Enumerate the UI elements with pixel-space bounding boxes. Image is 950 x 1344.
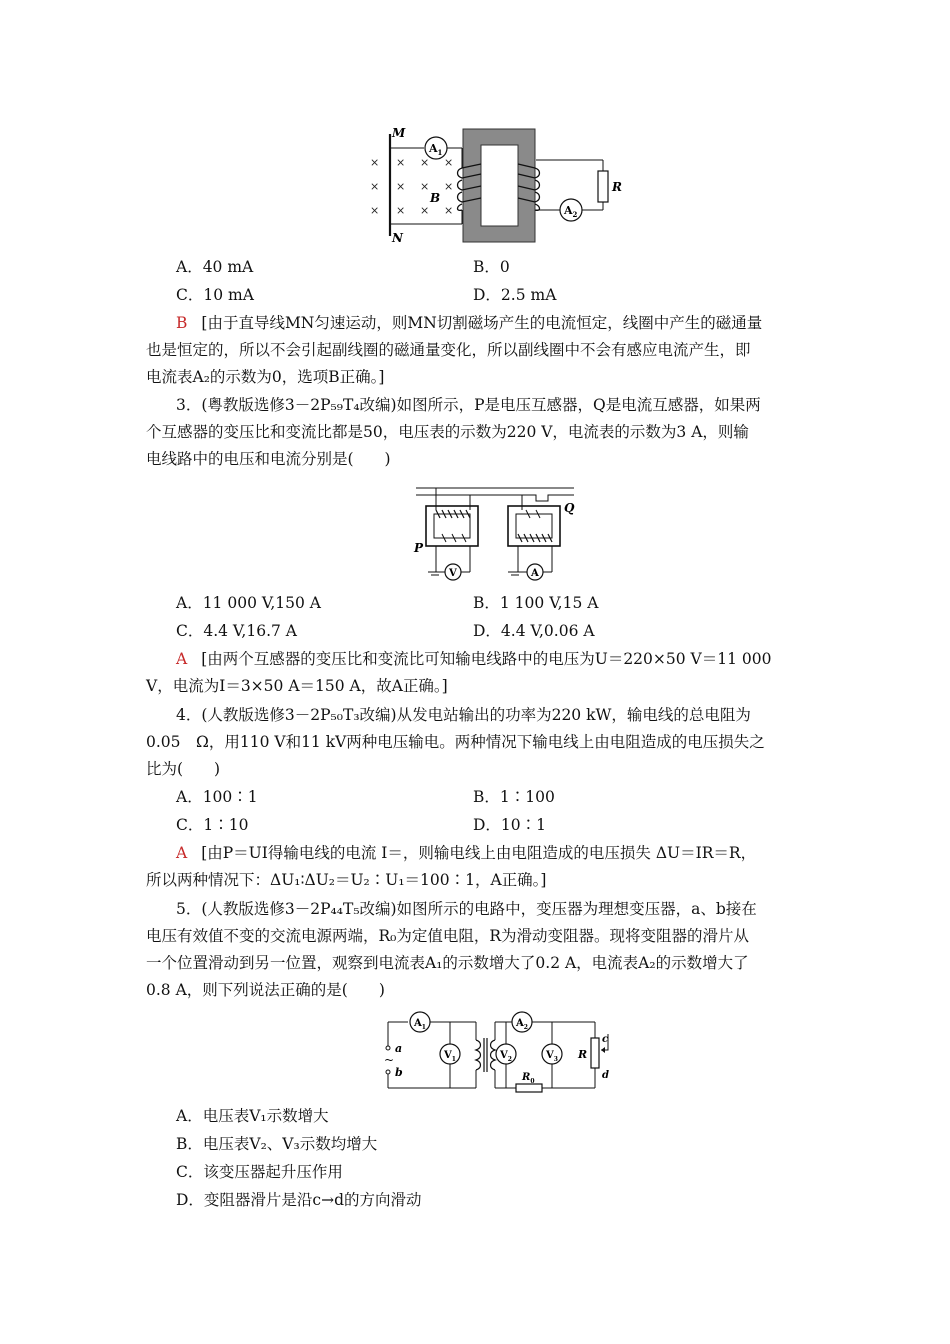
voltmeter-v-label: V [449, 568, 457, 579]
field-cross: × [444, 180, 454, 193]
q5-stem-line-1: 5．(人教版选修3－2P₄₄T₅改编)如图所示的电路中，变压器为理想变压器，a、b接在 [176, 900, 757, 918]
field-cross: × [396, 180, 406, 193]
ammeter-a1-label: $A_1$ [429, 142, 443, 157]
label-b: B [430, 191, 441, 205]
label-d: d [602, 1070, 609, 1081]
label-c: c [602, 1034, 609, 1045]
label-b: b [395, 1066, 403, 1079]
field-cross: × [420, 180, 430, 193]
label-q: Q [564, 501, 575, 515]
q3-stem-line-2: 个互感器的变压比和变流比都是50，电压表的示数为220 V，电流表的示数为3 A，则输 [146, 423, 749, 441]
ammeter-a2-label: $A_2$ [516, 1018, 528, 1031]
q3-option-b: B．1 100 V,15 A [473, 594, 599, 612]
q4-option-d: D．10∶1 [473, 816, 547, 834]
tilde-symbol: ~ [384, 1053, 395, 1067]
field-cross: × [370, 204, 380, 217]
q2-explanation-line-1: B [由于直导线MN匀速运动，则MN切割磁场产生的电流恒定，线圈中产生的磁通量 [176, 314, 763, 332]
q3-stem-line-3: 电线路中的电压和电流分别是( ) [146, 450, 391, 468]
label-p: P [414, 541, 424, 555]
figure-instrument-transformers [408, 484, 578, 584]
figure-transformer-circuit [380, 1012, 620, 1094]
label-r0: $R_0$ [522, 1072, 535, 1085]
q4-stem-line-3: 比为( ) [146, 760, 221, 778]
ammeter-a-label: A [531, 568, 539, 579]
q5-stem-line-4: 0.8 A，则下列说法正确的是( ) [146, 981, 385, 999]
voltmeter-v1-label: $V_1$ [444, 1050, 456, 1063]
label-m: M [392, 126, 406, 140]
q4-stem-line-1: 4．(人教版选修3－2P₅₀T₃改编)从发电站输出的功率为220 kW，输电线的总电阻为 [176, 706, 751, 724]
q3-option-a: A．11 000 V,150 A [176, 594, 321, 612]
q5-option-a: A．电压表V₁示数增大 [176, 1107, 329, 1125]
q5-option-b: B．电压表V₂、V₃示数均增大 [176, 1135, 378, 1153]
q2-answer-letter: B [176, 314, 188, 332]
q2-explanation-line-3: 电流表A₂的示数为0，选项B正确。] [146, 368, 385, 386]
label-r: R [612, 180, 622, 194]
q5-option-d: D．变阻器滑片是沿c→d的方向滑动 [176, 1191, 422, 1209]
q4-answer-letter: A [176, 844, 188, 862]
label-r: R [578, 1048, 588, 1061]
q2-option-d: D．2.5 mA [473, 286, 557, 304]
figure-rail-transformer [360, 124, 620, 248]
transformer-primary-coil [476, 1040, 481, 1070]
q2-option-c: C．10 mA [176, 286, 254, 304]
q3-option-d: D．4.4 V,0.06 A [473, 622, 595, 640]
q4-option-c: C．1∶10 [176, 816, 249, 834]
q2-explanation-line-2: 也是恒定的，所以不会引起副线圈的磁通量变化，所以副线圈中不会有感应电流产生，即 [146, 341, 751, 359]
field-cross: × [444, 156, 454, 169]
ammeter-a2-label: $A_2$ [564, 204, 578, 219]
field-cross: × [420, 156, 430, 169]
q4-stem-line-2: 0.05 Ω，用110 V和11 kV两种电压输电。两种情况下输电线上由电阻造成的电压损失之 [146, 733, 765, 751]
q5-option-c: C．该变压器起升压作用 [176, 1163, 343, 1181]
field-cross: × [396, 156, 406, 169]
q3-stem-line-1: 3．(粤教版选修3－2P₅₉T₄改编)如图所示，P是电压互感器，Q是电流互感器，如果两 [176, 396, 761, 414]
q3-explanation-line-1: A [由两个互感器的变压比和变流比可知输电线路中的电压为U＝220×50 V＝11 000 [176, 650, 772, 668]
q5-stem-line-2: 电压有效值不变的交流电源两端，R₀为定值电阻，R为滑动变阻器。现将变阻器的滑片从 [146, 927, 750, 945]
q3-explanation-line-2: V，电流为I＝3×50 A＝150 A，故A正确。] [146, 677, 448, 695]
field-cross: × [444, 204, 454, 217]
q4-explanation-line-1: A [由P＝UI得输电线的电流 I＝，则输电线上由电阻造成的电压损失 ΔU＝IR＝R， [176, 844, 757, 862]
q2-option-b: B．0 [473, 258, 510, 276]
field-cross: × [396, 204, 406, 217]
magnetic-field-crosses [370, 156, 453, 217]
label-a: a [395, 1042, 403, 1055]
q3-answer-letter: A [176, 650, 188, 668]
label-n: N [392, 231, 403, 245]
field-cross: × [420, 204, 430, 217]
field-cross: × [370, 156, 380, 169]
transformer-secondary-coil [491, 1040, 496, 1070]
voltmeter-v3-label: $V_3$ [546, 1050, 558, 1063]
field-cross: × [370, 180, 380, 193]
q3-option-c: C．4.4 V,16.7 A [176, 622, 297, 640]
ammeter-a1-label: $A_1$ [414, 1018, 426, 1031]
q5-stem-line-3: 一个位置滑动到另一位置，观察到电流表A₁的示数增大了0.2 A，电流表A₂的示数增大了 [146, 954, 749, 972]
q4-explanation-line-2: 所以两种情况下：ΔU₁∶ΔU₂＝U₂∶U₁＝100∶1，A正确。] [146, 871, 547, 889]
q4-option-b: B．1∶100 [473, 788, 555, 806]
resistor-r0 [516, 1084, 542, 1092]
rheostat-r [591, 1038, 599, 1068]
resistor-r [598, 171, 608, 202]
voltmeter-v2-label: $V_2$ [500, 1050, 512, 1063]
q2-option-a: A．40 mA [176, 258, 254, 276]
q4-option-a: A．100∶1 [176, 788, 258, 806]
